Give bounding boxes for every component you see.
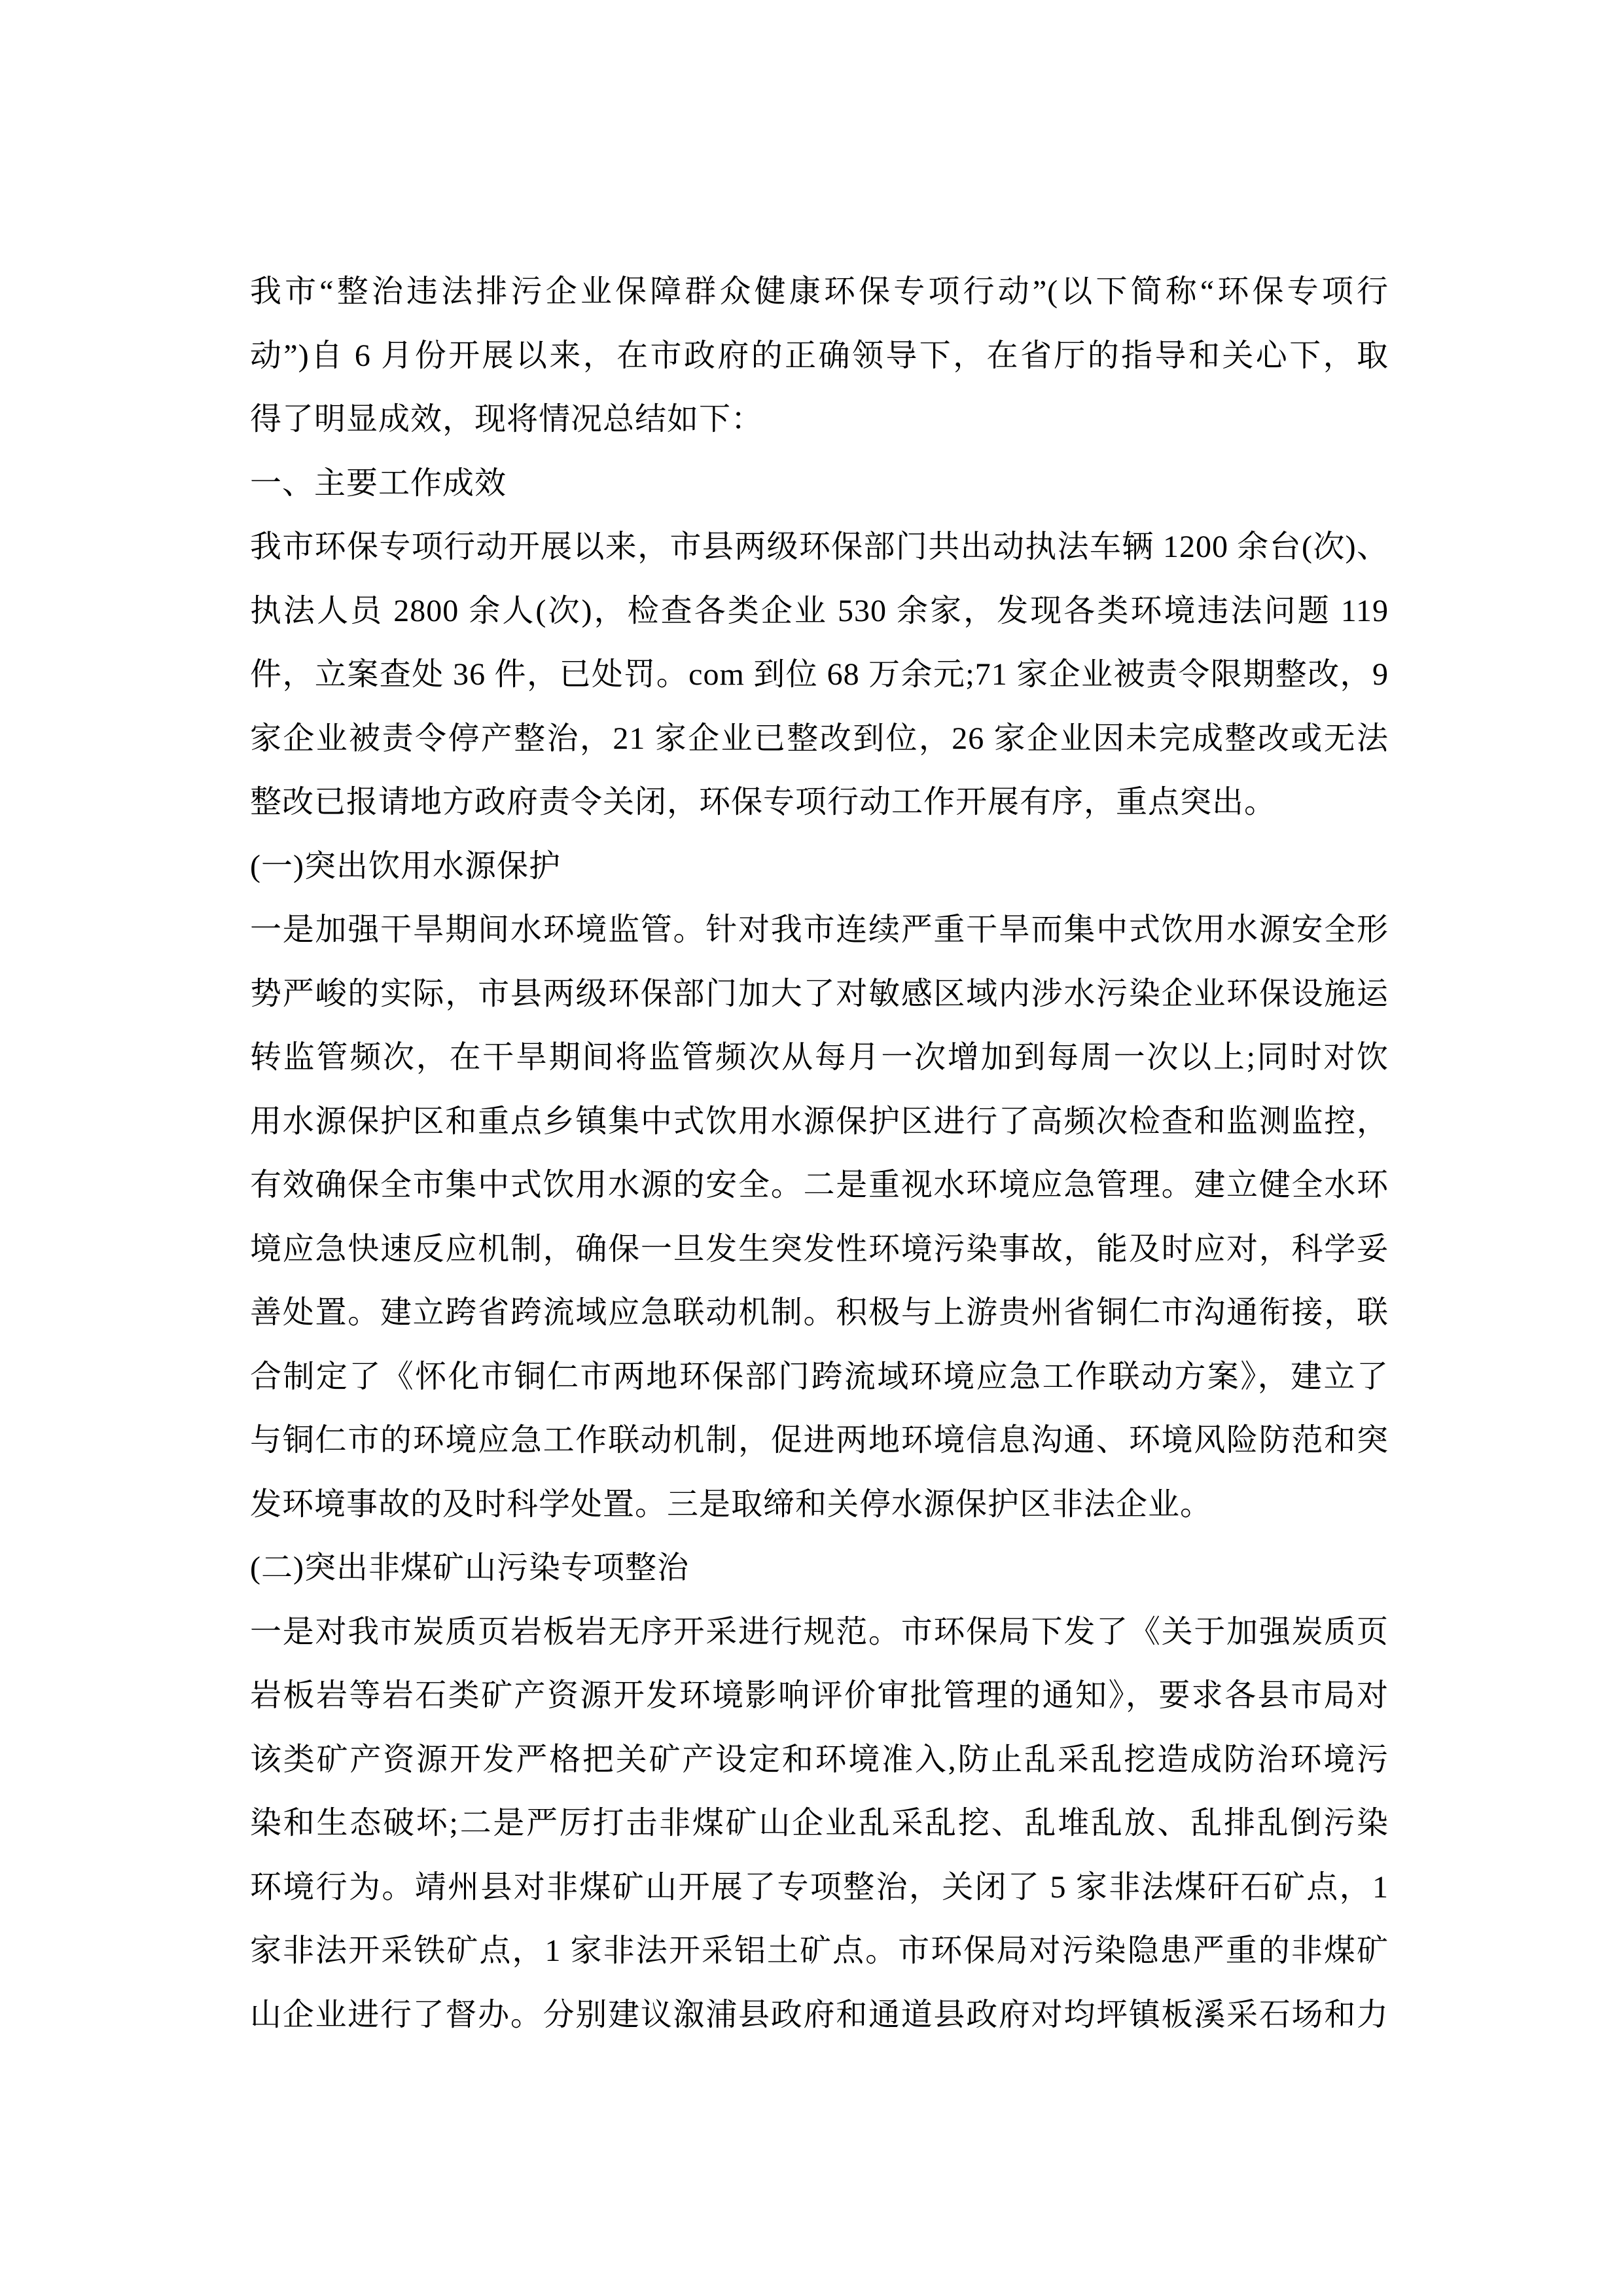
- text-line: 环境行为。靖州县对非煤矿山开展了专项整治，关闭了 5 家非法煤矸石矿点，1: [250, 1869, 1389, 1905]
- text-line: 染和生态破坏;二是严厉打击非煤矿山企业乱采乱挖、乱堆乱放、乱排乱倒污染: [250, 1806, 1389, 1840]
- text-line: (二)突出非煤矿山污染专项整治: [250, 1551, 689, 1585]
- text-line: 一、主要工作成效: [250, 465, 507, 501]
- text-line: 整改已报请地方政府责令关闭，环保专项行动工作开展有序，重点突出。: [250, 785, 1277, 819]
- text-line: 家企业被责令停产整治，21 家企业已整改到位，26 家企业因未完成整改或无法: [250, 721, 1389, 756]
- text-line: 动”)自 6 月份开展以来，在市政府的正确领导下，在省厅的指导和关心下，取: [250, 338, 1389, 373]
- text-line: 与铜仁市的环境应急工作联动机制，促进两地环境信息沟通、环境风险防范和突: [250, 1423, 1389, 1458]
- text-line: 境应急快速反应机制，确保一旦发生突发性环境污染事故，能及时应对，科学妥: [250, 1231, 1389, 1266]
- text-line: 一是加强干旱期间水环境监管。针对我市连续严重干旱而集中式饮用水源安全形: [250, 912, 1389, 947]
- text-line: 执法人员 2800 余人(次)，检查各类企业 530 余家，发现各类环境违法问题 119: [250, 593, 1389, 628]
- text-line: 发环境事故的及时科学处置。三是取缔和关停水源保护区非法企业。: [250, 1486, 1213, 1522]
- text-line: 该类矿产资源开发严格把关矿产设定和环境准入,防止乱采乱挖造成防治环境污: [250, 1742, 1389, 1777]
- text-line: 一是对我市炭质页岩板岩无序开采进行规范。市环保局下发了《关于加强炭质页: [250, 1614, 1389, 1649]
- document-body: [250, 260, 1389, 2047]
- text-line: 得了明显成效，现将情况总结如下：: [250, 402, 764, 437]
- text-line: (一)突出饮用水源保护: [250, 848, 561, 884]
- text-line: 件，立案查处 36 件，已处罚。com 到位 68 万余元;71 家企业被责令限期整改，9: [250, 657, 1389, 692]
- text-line: 我市环保专项行动开展以来，市县两级环保部门共出动执法车辆 1200 余台(次)、: [250, 529, 1389, 564]
- text-line: 善处置。建立跨省跨流域应急联动机制。积极与上游贵州省铜仁市沟通衔接，联: [250, 1295, 1389, 1330]
- text-line: 我市“整治违法排污企业保障群众健康环保专项行动”(以下简称“环保专项行: [250, 274, 1389, 309]
- text-line: 合制定了《怀化市铜仁市两地环保部门跨流域环境应急工作联动方案》，建立了: [250, 1359, 1389, 1394]
- text-line: 用水源保护区和重点乡镇集中式饮用水源保护区进行了高频次检查和监测监控，: [250, 1103, 1389, 1139]
- text-line: 家非法开采铁矿点，1 家非法开采铝土矿点。市环保局对污染隐患严重的非煤矿: [250, 1933, 1389, 1968]
- text-line: 有效确保全市集中式饮用水源的安全。二是重视水环境应急管理。建立健全水环: [250, 1168, 1389, 1202]
- text-line: 山企业进行了督办。分别建议溆浦县政府和通道县政府对均坪镇板溪采石场和力: [250, 1997, 1389, 2032]
- text-line: 岩板岩等岩石类矿产资源开发环境影响评价审批管理的通知》，要求各县市局对: [250, 1678, 1389, 1713]
- text-line: 势严峻的实际，市县两级环保部门加大了对敏感区域内涉水污染企业环保设施运: [250, 976, 1389, 1011]
- text-line: 转监管频次，在干旱期间将监管频次从每月一次增加到每周一次以上;同时对饮: [250, 1040, 1389, 1075]
